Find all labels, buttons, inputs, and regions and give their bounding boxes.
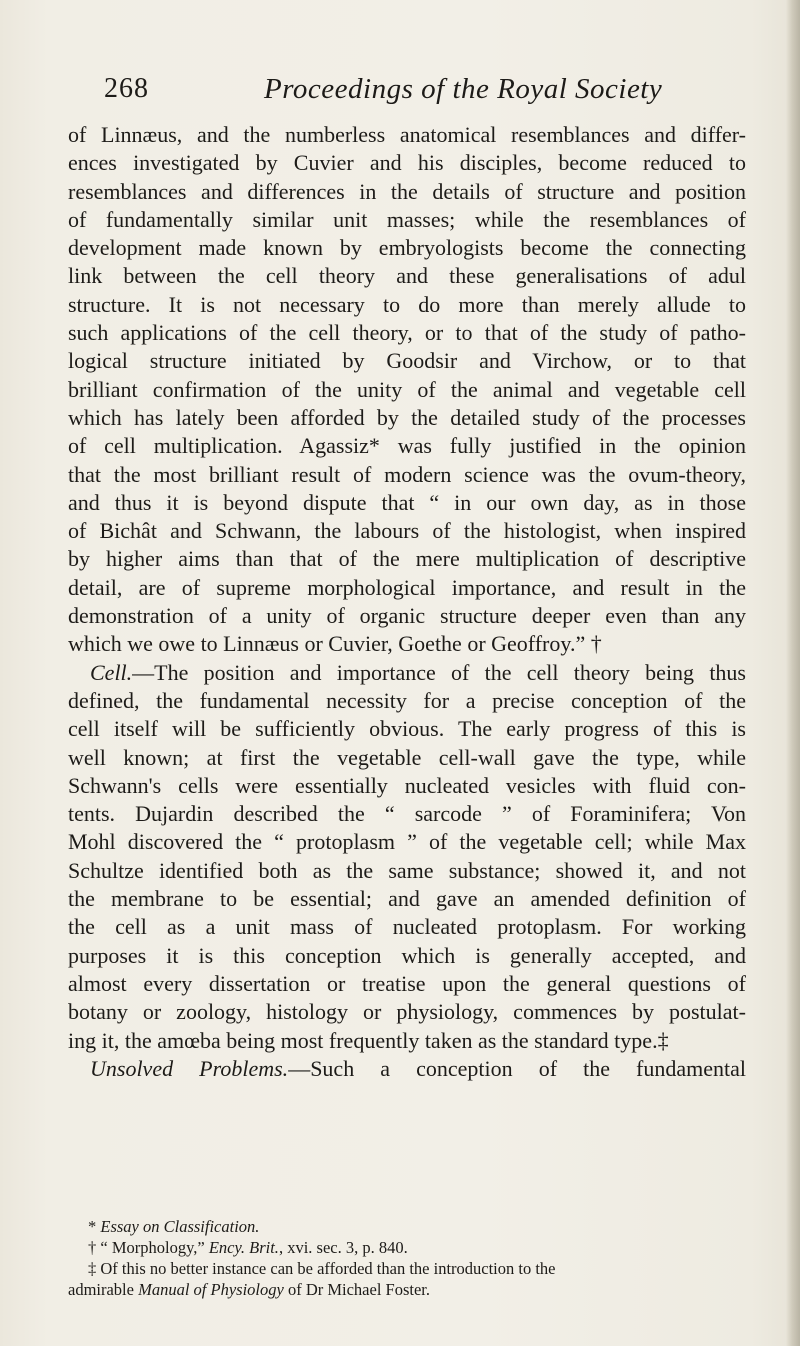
footnote-title: Essay on Classification. xyxy=(100,1217,260,1236)
footnote-source: Ency. Brit. xyxy=(208,1238,279,1257)
text-line: demonstration of a unity of organic structure deeper even than any xyxy=(68,603,746,629)
text-line: Schultze identified both as the same substance; showed it, and not xyxy=(68,857,746,883)
paragraph-cell xyxy=(68,659,746,1055)
text-line: of fundamentally similar unit masses; while the resemblances of xyxy=(68,206,746,232)
text-line: that the most brilliant result of modern science was the ovum-theory, xyxy=(68,461,746,487)
text-run: —The position and importance of the cell theory being thus xyxy=(132,659,746,685)
text-run: , xvi. sec. 3, p. 840. xyxy=(278,1238,408,1257)
text-line: and thus it is beyond dispute that “ in our own day, as in those xyxy=(68,489,746,515)
text-line: structure. It is not necessary to do more than merely allude to xyxy=(68,291,746,317)
text-line: detail, are of supreme morphological importance, and result in the xyxy=(68,574,746,600)
text-line: of cell multiplication. Agassiz* was fully justified in the opinion xyxy=(68,433,746,459)
text-line: of Linnæus, and the numberless anatomical resemblances and differ- xyxy=(68,122,746,147)
text-run: of Dr Michael Foster. xyxy=(283,1280,431,1299)
footnote-mark: * xyxy=(88,1217,101,1236)
text-line: defined, the fundamental necessity for a precise conception of the xyxy=(68,687,746,713)
footnote-morphology xyxy=(68,1237,748,1258)
body-text xyxy=(68,121,746,1083)
text-line: development made known by embryologists become the connecting xyxy=(68,235,746,261)
footnote-source: Manual of Physiology xyxy=(138,1280,284,1299)
section-heading-unsolved-problems: Unsolved Problems. xyxy=(90,1055,289,1081)
text-line: which we owe to Linnæus or Cuvier, Goethe or Geoffroy.” † xyxy=(68,631,602,657)
footnote-essay xyxy=(68,1216,748,1237)
page-edge xyxy=(786,0,800,1346)
text-line: almost every dissertation or treatise upon the general questions of xyxy=(68,970,746,996)
text-line: of Bichât and Schwann, the labours of the histologist, when inspired xyxy=(68,518,746,544)
text-run: —Such a conception of the fundamental xyxy=(288,1055,746,1081)
text-run: admirable xyxy=(68,1280,139,1299)
text-line: brilliant confirmation of the unity of the animal and vegetable cell xyxy=(68,376,746,402)
text-line: link between the cell theory and these generalisations of adul xyxy=(68,263,746,289)
paragraph-linnaeus xyxy=(68,121,746,659)
text-line: logical structure initiated by Goodsir and Virchow, or to that xyxy=(68,348,746,374)
text-line: by higher aims than that of the mere multiplication of descriptive xyxy=(68,546,746,572)
footnotes xyxy=(68,1216,748,1300)
text-line: such applications of the cell theory, or to that of the study of patho- xyxy=(68,320,746,346)
footnote-foster: ‡ Of this no better instance can be afforded than the introduction to the xyxy=(88,1259,556,1278)
text-line xyxy=(68,1055,746,1083)
text-line: Schwann's cells were essentially nucleated vesicles with fluid con- xyxy=(68,772,746,798)
text-line: purposes it is this conception which is generally accepted, and xyxy=(68,942,746,968)
text-line: ing it, the amœba being most frequently taken as the standard type.‡ xyxy=(68,1027,669,1053)
text-line: the membrane to be essential; and gave an amended definition of xyxy=(68,886,746,912)
text-line: resemblances and differences in the details of structure and position xyxy=(68,178,746,204)
text-line: ences investigated by Cuvier and his disciples, become reduced to xyxy=(68,150,746,176)
footnote-foster-continued xyxy=(68,1279,748,1300)
text-line: tents. Dujardin described the “ sarcode ” of Foraminifera; Von xyxy=(68,801,746,827)
page-number: 268 xyxy=(104,73,149,104)
text-line: Mohl discovered the “ protoplasm ” of the vegetable cell; while Max xyxy=(68,829,746,855)
text-line: which has lately been afforded by the detailed study of the processes xyxy=(68,404,746,430)
paragraph-unsolved-problems xyxy=(68,1055,746,1083)
text-line: the cell as a unit mass of nucleated protoplasm. For working xyxy=(68,914,746,940)
text-line: cell itself will be sufficiently obvious. The early progress of this is xyxy=(68,716,746,742)
page-header xyxy=(104,73,744,113)
section-heading-cell: Cell. xyxy=(90,659,133,685)
text-run: † “ Morphology,” xyxy=(88,1238,209,1257)
running-title: Proceedings of the Royal Society xyxy=(264,73,663,105)
text-line: well known; at first the vegetable cell-wall gave the type, while xyxy=(68,744,746,770)
text-line xyxy=(68,659,746,687)
text-line: botany or zoology, histology or physiology, commences by postulat- xyxy=(68,999,746,1025)
